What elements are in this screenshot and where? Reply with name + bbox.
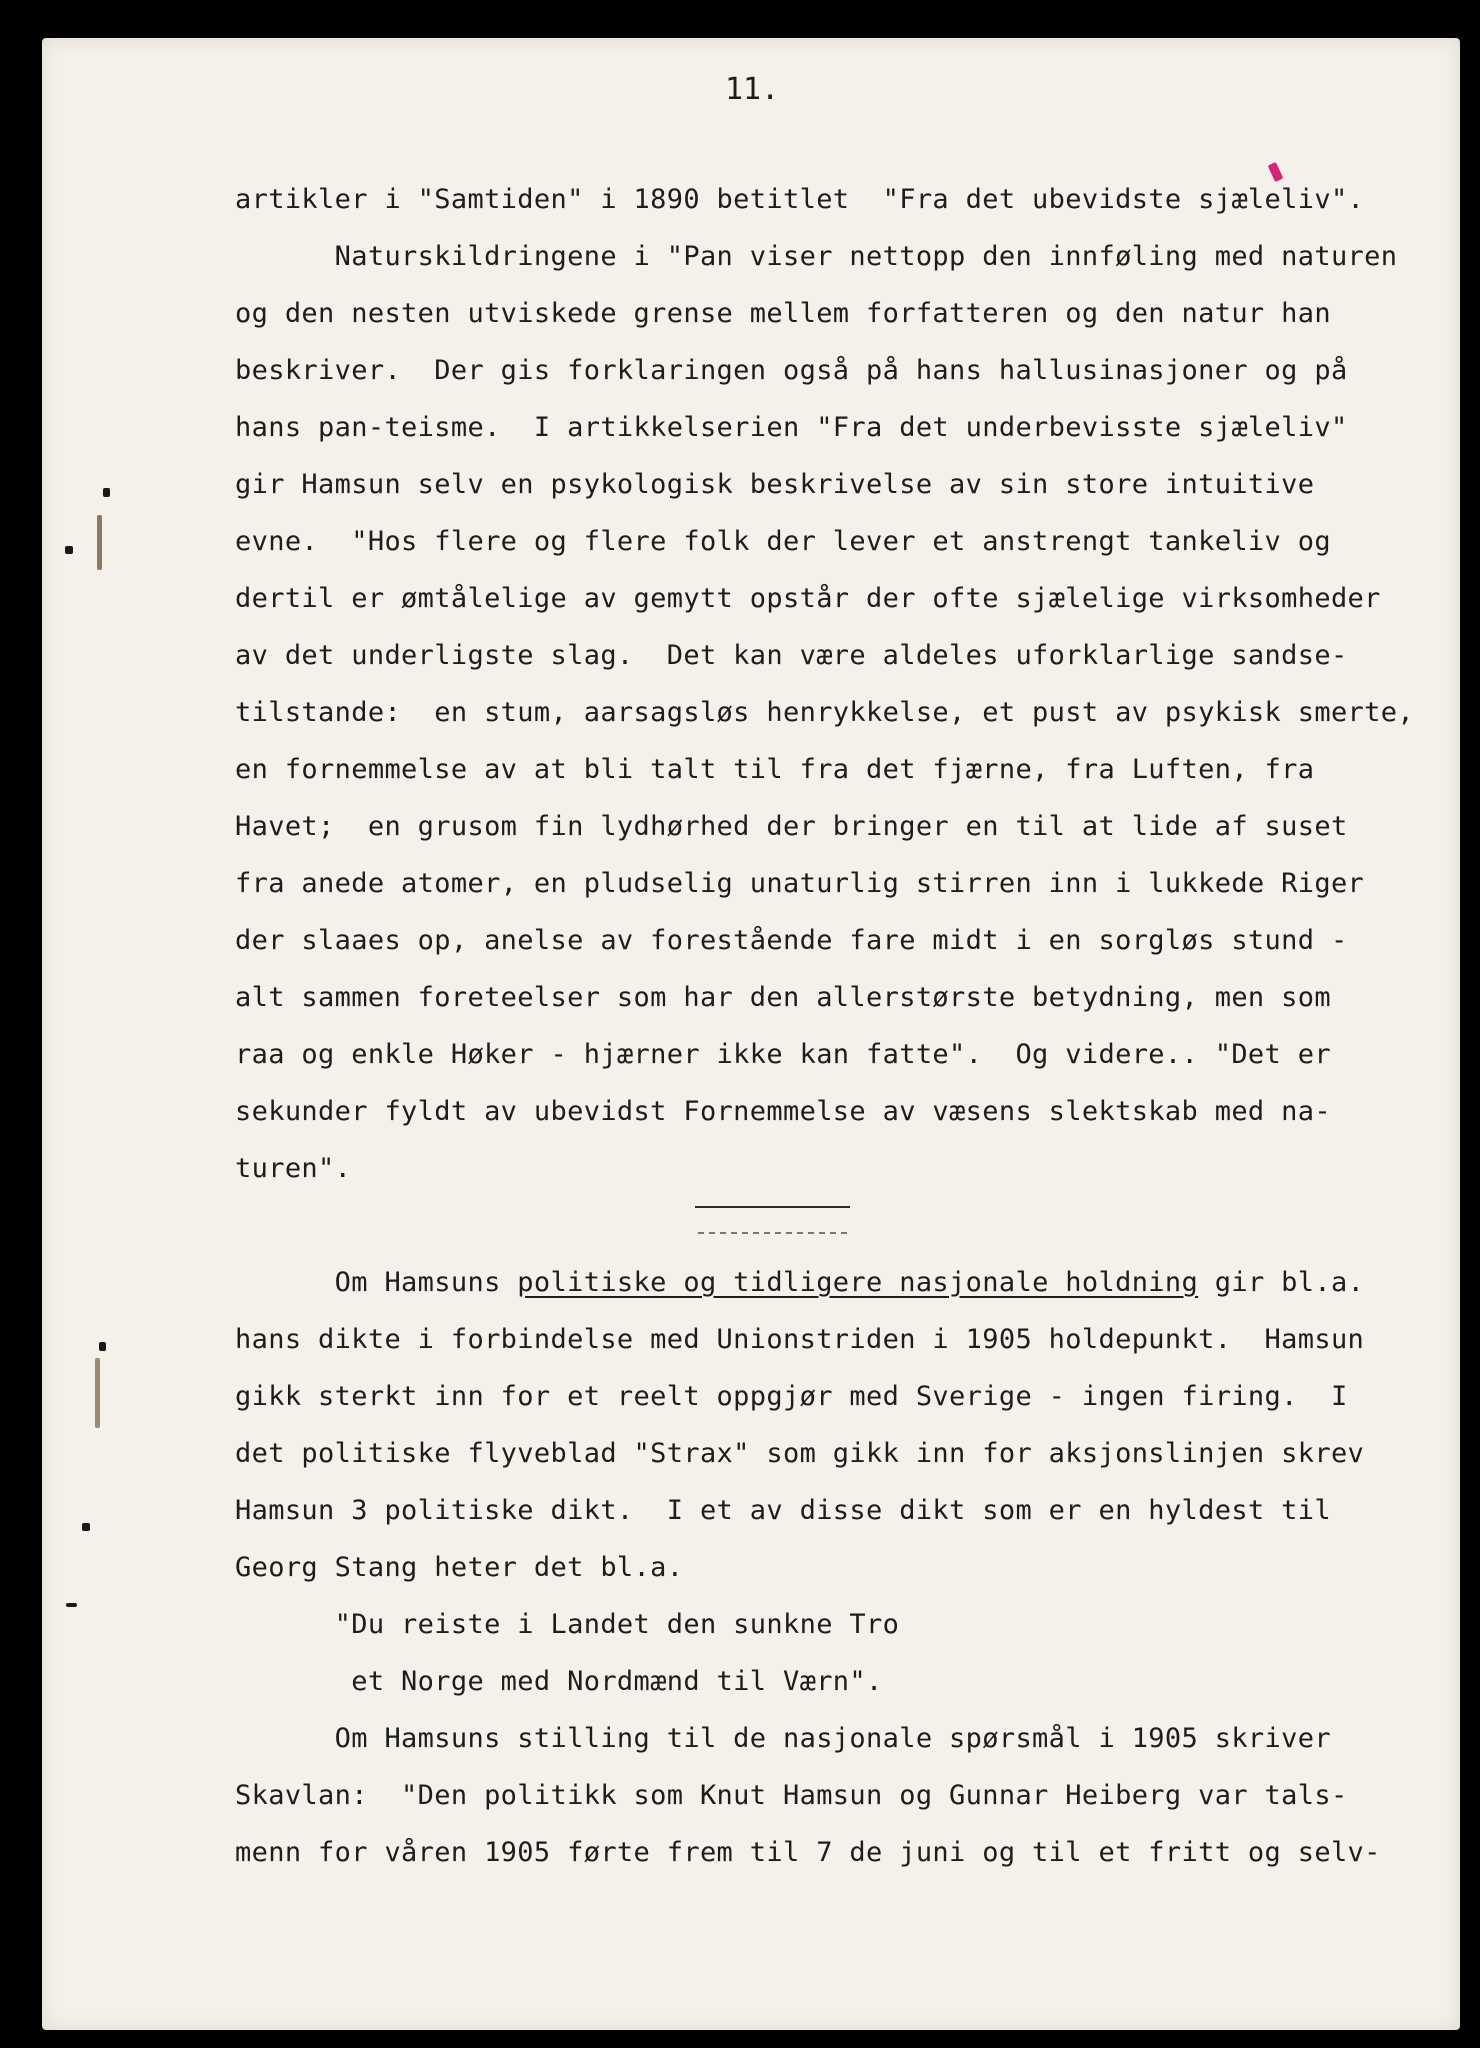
margin-mark xyxy=(82,1523,90,1531)
text-line: fra anede atomer, en pludselig unaturlig stirren inn i lukkede Riger xyxy=(235,868,1365,899)
text-line: artikler i "Samtiden" i 1890 betitlet "Fra det ubevidste sjæleliv". xyxy=(235,184,1365,215)
text-line: beskriver. Der gis forklaringen også på hans hallusinasjoner og på xyxy=(235,355,1348,386)
text-line: gikk sterkt inn for et reelt oppgjør med Sverige - ingen firing. I xyxy=(235,1381,1348,1412)
text-line: Hamsun 3 politiske dikt. I et av disse dikt som er en hyldest til xyxy=(235,1495,1331,1526)
margin-mark xyxy=(103,488,110,497)
text-line: et Norge med Nordmænd til Værn". xyxy=(235,1666,883,1697)
text-line: tilstande: en stum, aarsagsløs henrykkelse, et pust av psykisk smerte, xyxy=(235,697,1414,728)
margin-mark xyxy=(95,1358,100,1428)
text-line: Skavlan: "Den politikk som Knut Hamsun og Gunnar Heiberg var tals- xyxy=(235,1780,1348,1811)
text-segment: gir bl.a. xyxy=(1198,1267,1365,1298)
text-line: hans dikte i forbindelse med Unionstriden i 1905 holdepunkt. Hamsun xyxy=(235,1324,1365,1355)
text-line: hans pan-teisme. I artikkelserien "Fra det underbevisste sjæleliv" xyxy=(235,412,1348,443)
margin-mark xyxy=(97,515,102,570)
margin-mark xyxy=(66,1603,77,1607)
margin-mark xyxy=(99,1342,106,1351)
text-line: "Du reiste i Landet den sunkne Tro xyxy=(235,1609,900,1640)
text-line: Havet; en grusom fin lydhørhed der bringer en til at lide af suset xyxy=(235,811,1348,842)
text-line: dertil er ømtålelige av gemytt opstår der ofte sjælelige virksomheder xyxy=(235,583,1381,614)
underlined-phrase: politiske og tidligere nasjonale holdning xyxy=(517,1267,1199,1298)
page-number: 11. xyxy=(725,72,780,107)
text-line: Om Hamsuns stilling til de nasjonale spørsmål i 1905 skriver xyxy=(235,1723,1331,1754)
text-line: sekunder fyldt av ubevidst Fornemmelse av væsens slektskab med na- xyxy=(235,1096,1331,1127)
text-line: og den nesten utviskede grense mellem forfatteren og den natur han xyxy=(235,298,1331,329)
text-line: alt sammen foreteelser som har den allerstørste betydning, men som xyxy=(235,982,1331,1013)
text-line: turen". xyxy=(235,1153,352,1184)
text-line: det politiske flyveblad "Strax" som gikk inn for aksjonslinjen skrev xyxy=(235,1438,1365,1469)
text-segment: Om Hamsuns xyxy=(235,1267,518,1298)
margin-mark xyxy=(65,546,73,554)
text-line: evne. "Hos flere og flere folk der lever et anstrengt tankeliv og xyxy=(235,526,1331,557)
text-line xyxy=(235,1266,1364,1300)
text-line: gir Hamsun selv en psykologisk beskrivelse av sin store intuitive xyxy=(235,469,1315,500)
text-line: en fornemmelse av at bli talt til fra det fjærne, fra Luften, fra xyxy=(235,754,1315,785)
text-line: Naturskildringene i "Pan viser nettopp den innføling med naturen xyxy=(235,241,1398,272)
text-line: menn for våren 1905 førte frem til 7 de juni og til et fritt og selv- xyxy=(235,1837,1381,1868)
text-line: av det underligste slag. Det kan være aldeles uforklarlige sandse- xyxy=(235,640,1348,671)
section-divider xyxy=(695,1206,850,1208)
section-divider-dashed xyxy=(698,1232,848,1234)
text-line: der slaaes op, anelse av forestående fare midt i en sorgløs stund - xyxy=(235,925,1348,956)
text-line: raa og enkle Høker - hjærner ikke kan fatte". Og videre.. "Det er xyxy=(235,1039,1331,1070)
text-line: Georg Stang heter det bl.a. xyxy=(235,1552,684,1583)
